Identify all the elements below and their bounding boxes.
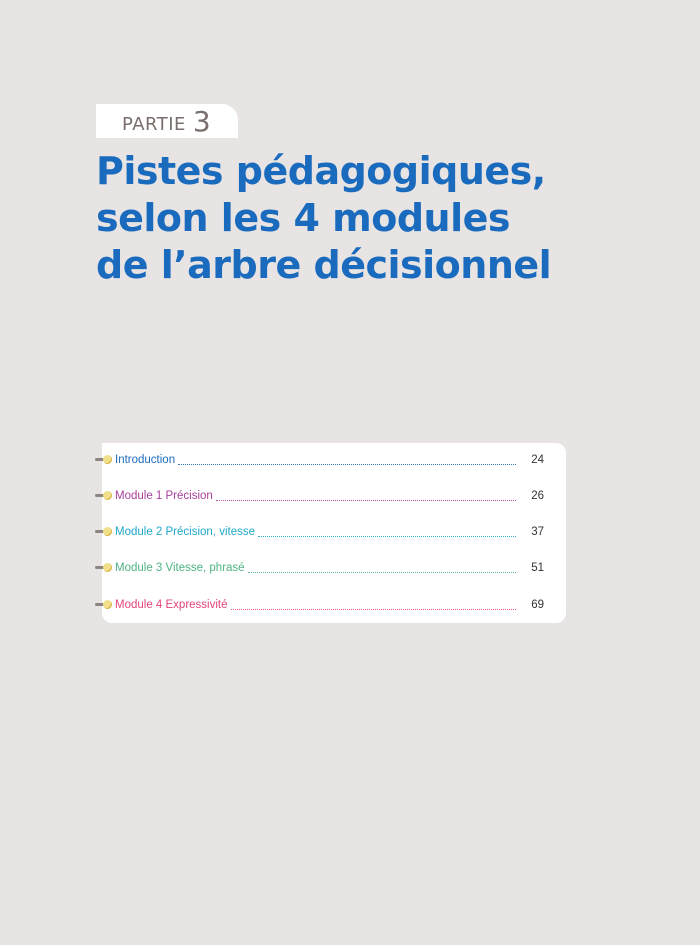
toc-entry-page: 37: [531, 526, 544, 538]
pin-icon: [95, 524, 115, 540]
toc-entry-introduction[interactable]: [95, 452, 544, 468]
pin-icon: [95, 560, 115, 576]
title-line: selon les 4 modules: [96, 196, 510, 240]
pin-icon: [95, 452, 115, 468]
toc-entry-page: 51: [531, 562, 544, 574]
toc-entry-page: 26: [531, 490, 544, 502]
toc-entry-label: Introduction: [115, 454, 176, 466]
toc-entry-page: 69: [531, 599, 544, 611]
dot-leader: [231, 608, 517, 610]
title-line: de l’arbre décisionnel: [96, 243, 552, 287]
part-number: 3: [192, 105, 211, 138]
dot-leader: [258, 535, 516, 537]
table-of-contents: [102, 443, 566, 623]
part-label: PARTIE: [122, 114, 186, 135]
pin-icon: [95, 488, 115, 504]
toc-entry-module-4[interactable]: [95, 597, 544, 613]
dot-leader: [178, 463, 516, 465]
part-tab: [96, 104, 238, 138]
page-title: [96, 148, 676, 289]
title-line: Pistes pédagogiques,: [96, 149, 546, 193]
toc-entry-label: Module 1 Précision: [115, 490, 213, 502]
dot-leader: [248, 571, 516, 573]
toc-entry-page: 24: [531, 454, 544, 466]
dot-leader: [216, 499, 516, 501]
toc-entry-module-2[interactable]: [95, 524, 544, 540]
toc-entry-label: Module 2 Précision, vitesse: [115, 526, 255, 538]
toc-entry-label: Module 4 Expressivité: [115, 599, 228, 611]
pin-icon: [95, 597, 115, 613]
toc-entry-module-3[interactable]: [95, 560, 544, 576]
toc-entry-module-1[interactable]: [95, 488, 544, 504]
toc-entry-label: Module 3 Vitesse, phrasé: [115, 562, 245, 574]
